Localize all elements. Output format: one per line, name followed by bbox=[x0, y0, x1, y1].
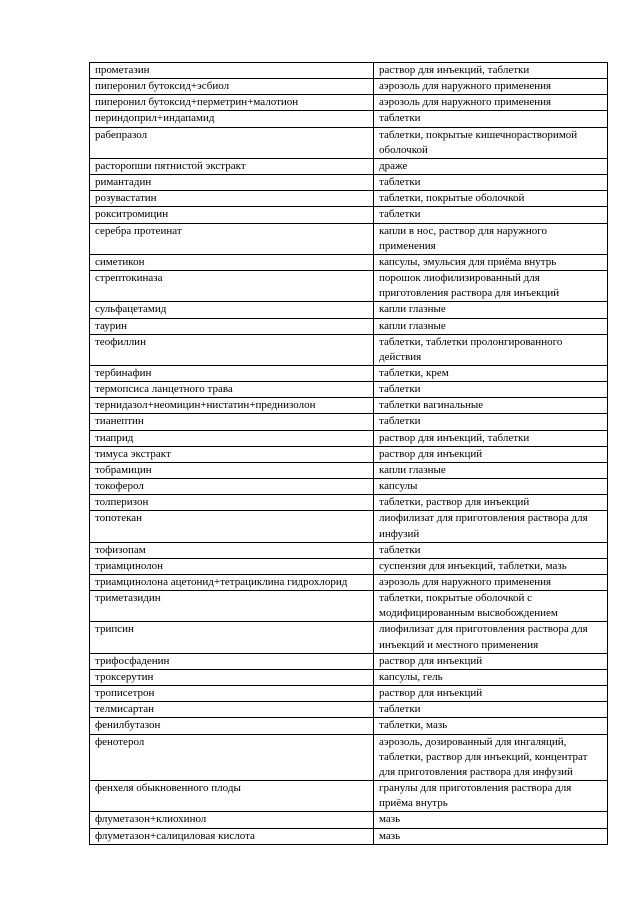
drug-name-cell: триамцинолона ацетонид+тетрациклина гидрохлорид bbox=[90, 575, 374, 591]
drug-name-cell: топотекан bbox=[90, 511, 374, 542]
table-row bbox=[90, 63, 608, 79]
dosage-form-cell: аэрозоль для наружного применения bbox=[374, 79, 608, 95]
drug-name-cell: пиперонил бутоксид+эсбиол bbox=[90, 79, 374, 95]
table-row bbox=[90, 207, 608, 223]
dosage-form-cell: таблетки bbox=[374, 542, 608, 558]
drug-name-cell: рокситромицин bbox=[90, 207, 374, 223]
dosage-form-cell: лиофилизат для приготовления раствора для инъекций и местного применения bbox=[374, 622, 608, 653]
drug-name-cell: флуметазон+салициловая кислота bbox=[90, 828, 374, 844]
drug-name-cell: таурин bbox=[90, 318, 374, 334]
drug-name-cell: пиперонил бутоксид+перметрин+малотион bbox=[90, 95, 374, 111]
table-row bbox=[90, 511, 608, 542]
table-row bbox=[90, 398, 608, 414]
drug-name-cell: стрептокиназа bbox=[90, 271, 374, 302]
table-row bbox=[90, 669, 608, 685]
table-row bbox=[90, 734, 608, 780]
drug-name-cell: симетикон bbox=[90, 254, 374, 270]
drug-name-cell: тиаприд bbox=[90, 430, 374, 446]
dosage-form-cell: таблетки, покрытые оболочкой с модифицированным высвобождением bbox=[374, 591, 608, 622]
drug-name-cell: трифосфаденин bbox=[90, 653, 374, 669]
table-row bbox=[90, 479, 608, 495]
table-row bbox=[90, 575, 608, 591]
dosage-form-cell: таблетки, мазь bbox=[374, 718, 608, 734]
drug-name-cell: периндоприл+индапамид bbox=[90, 111, 374, 127]
drug-name-cell: сульфацетамид bbox=[90, 302, 374, 318]
table-row bbox=[90, 191, 608, 207]
drug-name-cell: тербинафин bbox=[90, 365, 374, 381]
dosage-form-cell: таблетки bbox=[374, 414, 608, 430]
table-body bbox=[90, 63, 608, 845]
table-row bbox=[90, 718, 608, 734]
dosage-form-cell: мазь bbox=[374, 828, 608, 844]
table-row bbox=[90, 702, 608, 718]
table-row bbox=[90, 495, 608, 511]
dosage-form-cell: раствор для инъекций bbox=[374, 686, 608, 702]
table-row bbox=[90, 558, 608, 574]
drug-name-cell: розувастатин bbox=[90, 191, 374, 207]
drug-name-cell: флуметазон+клиохинол bbox=[90, 812, 374, 828]
dosage-form-cell: аэрозоль, дозированный для ингаляций, таблетки, раствор для инъекций, концентрат для приготовления раствора для инфузий bbox=[374, 734, 608, 780]
drug-name-cell: термопсиса ланцетного трава bbox=[90, 382, 374, 398]
table-row bbox=[90, 446, 608, 462]
table-row bbox=[90, 158, 608, 174]
dosage-form-cell: мазь bbox=[374, 812, 608, 828]
drug-name-cell: трипсин bbox=[90, 622, 374, 653]
table-row bbox=[90, 95, 608, 111]
drug-dosage-form-table bbox=[89, 62, 608, 845]
drug-name-cell: троксерутин bbox=[90, 669, 374, 685]
dosage-form-cell: драже bbox=[374, 158, 608, 174]
table-row bbox=[90, 812, 608, 828]
table-row bbox=[90, 334, 608, 365]
dosage-form-cell: таблетки bbox=[374, 207, 608, 223]
drug-name-cell: тимуса экстракт bbox=[90, 446, 374, 462]
dosage-form-cell: капсулы, эмульсия для приёма внутрь bbox=[374, 254, 608, 270]
dosage-form-cell: таблетки bbox=[374, 111, 608, 127]
dosage-form-cell: капли глазные bbox=[374, 318, 608, 334]
dosage-form-cell: таблетки, крем bbox=[374, 365, 608, 381]
dosage-form-cell: лиофилизат для приготовления раствора для инфузий bbox=[374, 511, 608, 542]
drug-name-cell: толперизон bbox=[90, 495, 374, 511]
table-row bbox=[90, 79, 608, 95]
dosage-form-cell: раствор для инъекций, таблетки bbox=[374, 63, 608, 79]
drug-name-cell: тобрамицин bbox=[90, 462, 374, 478]
dosage-form-cell: капли в нос, раствор для наружного применения bbox=[374, 223, 608, 254]
dosage-form-cell: раствор для инъекций bbox=[374, 653, 608, 669]
drug-name-cell: тернидазол+неомицин+нистатин+преднизолон bbox=[90, 398, 374, 414]
dosage-form-cell: раствор для инъекций, таблетки bbox=[374, 430, 608, 446]
table-row bbox=[90, 653, 608, 669]
dosage-form-cell: капсулы bbox=[374, 479, 608, 495]
drug-name-cell: триметазидин bbox=[90, 591, 374, 622]
drug-name-cell: тианептин bbox=[90, 414, 374, 430]
table-row bbox=[90, 175, 608, 191]
dosage-form-cell: капли глазные bbox=[374, 462, 608, 478]
table-row bbox=[90, 127, 608, 158]
table-row bbox=[90, 318, 608, 334]
drug-name-cell: римантадин bbox=[90, 175, 374, 191]
drug-name-cell: теофиллин bbox=[90, 334, 374, 365]
dosage-form-cell: аэрозоль для наружного применения bbox=[374, 575, 608, 591]
drug-name-cell: серебра протеинат bbox=[90, 223, 374, 254]
drug-name-cell: тофизопам bbox=[90, 542, 374, 558]
dosage-form-cell: таблетки, раствор для инъекций bbox=[374, 495, 608, 511]
dosage-form-cell: таблетки, покрытые кишечнорастворимой оболочкой bbox=[374, 127, 608, 158]
table-row bbox=[90, 414, 608, 430]
drug-name-cell: токоферол bbox=[90, 479, 374, 495]
dosage-form-cell: таблетки bbox=[374, 702, 608, 718]
dosage-form-cell: гранулы для приготовления раствора для приёма внутрь bbox=[374, 781, 608, 812]
table-row bbox=[90, 828, 608, 844]
drug-name-cell: фенилбутазон bbox=[90, 718, 374, 734]
table-row bbox=[90, 591, 608, 622]
drug-name-cell: фенотерол bbox=[90, 734, 374, 780]
dosage-form-cell: таблетки bbox=[374, 175, 608, 191]
table-row bbox=[90, 781, 608, 812]
table-row bbox=[90, 223, 608, 254]
drug-name-cell: трописетрон bbox=[90, 686, 374, 702]
dosage-form-cell: суспензия для инъекций, таблетки, мазь bbox=[374, 558, 608, 574]
table-row bbox=[90, 462, 608, 478]
table-row bbox=[90, 365, 608, 381]
table-row bbox=[90, 382, 608, 398]
drug-name-cell: триамцинолон bbox=[90, 558, 374, 574]
dosage-form-cell: таблетки вагинальные bbox=[374, 398, 608, 414]
table-row bbox=[90, 254, 608, 270]
dosage-form-cell: аэрозоль для наружного применения bbox=[374, 95, 608, 111]
dosage-form-cell: раствор для инъекций bbox=[374, 446, 608, 462]
dosage-form-cell: таблетки, покрытые оболочкой bbox=[374, 191, 608, 207]
table-row bbox=[90, 686, 608, 702]
table-row bbox=[90, 302, 608, 318]
dosage-form-cell: капли глазные bbox=[374, 302, 608, 318]
dosage-form-cell: таблетки bbox=[374, 382, 608, 398]
dosage-form-cell: порошок лиофилизированный для приготовления раствора для инъекций bbox=[374, 271, 608, 302]
table-row bbox=[90, 271, 608, 302]
dosage-form-cell: таблетки, таблетки пролонгированного действия bbox=[374, 334, 608, 365]
table-row bbox=[90, 111, 608, 127]
table-row bbox=[90, 622, 608, 653]
drug-name-cell: прометазин bbox=[90, 63, 374, 79]
drug-name-cell: фенхеля обыкновенного плоды bbox=[90, 781, 374, 812]
drug-name-cell: расторопши пятнистой экстракт bbox=[90, 158, 374, 174]
drug-name-cell: рабепразол bbox=[90, 127, 374, 158]
table-row bbox=[90, 430, 608, 446]
table-row bbox=[90, 542, 608, 558]
dosage-form-cell: капсулы, гель bbox=[374, 669, 608, 685]
drug-name-cell: телмисартан bbox=[90, 702, 374, 718]
